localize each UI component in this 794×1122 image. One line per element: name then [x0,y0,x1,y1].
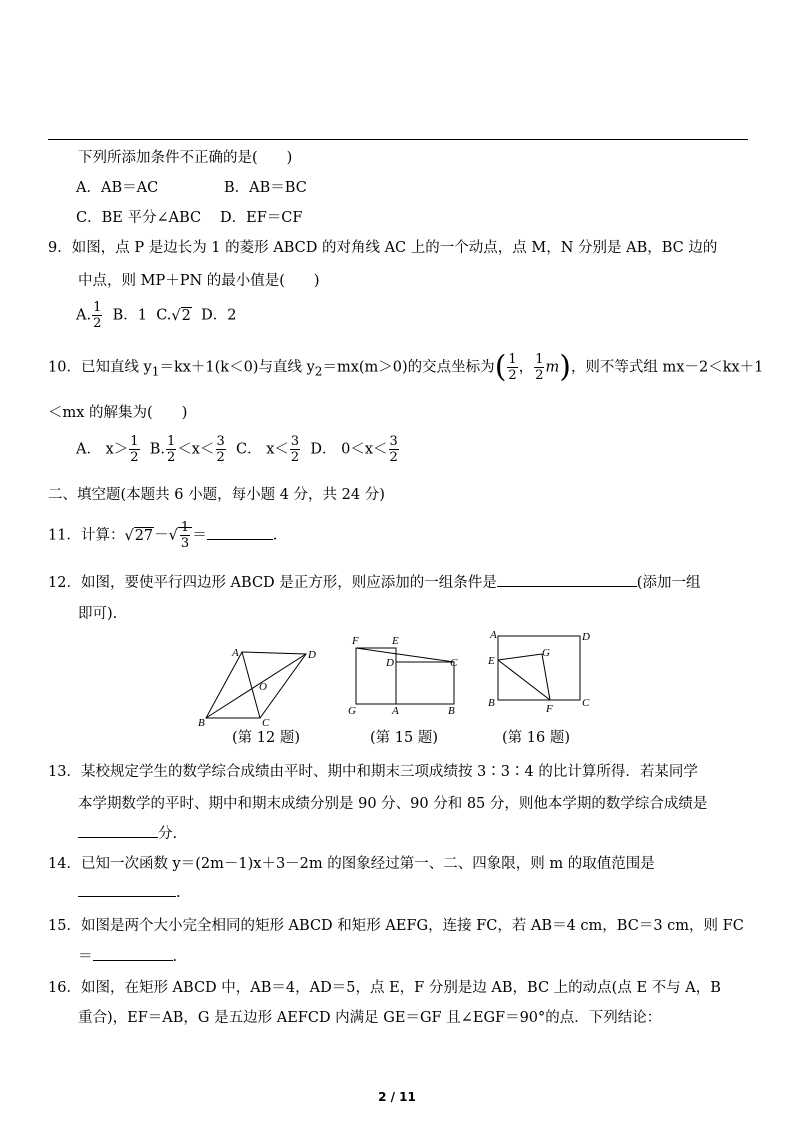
q16-line2: 重合)，EF＝AB，G 是五边形 AEFCD 内满足 GE＝GF 且∠EGF＝90°的点．下列结论： [78,1010,662,1026]
frac-num: 1 [508,352,517,367]
section-heading: 二、填空题(本题共 6 小题，每小题 4 分，共 24 分) [48,487,385,503]
q10-option-c-fraction [290,434,300,465]
q9-options [76,300,236,331]
fig16-label-g: G [542,647,550,659]
q12-line1 [48,571,700,592]
q10-text-a: 10．已知直线 y [48,359,152,376]
fig15-label-c: C [450,657,458,669]
q13-line2: 本学期数学的平时、期中和期末成绩分别是 90 分、90 分和 85 分，则他本学期的数学综合成绩是 [78,796,708,812]
q8-option-a: A．AB＝AC [76,180,159,196]
frac-num: 1 [130,434,139,449]
frac-num: 1 [93,300,102,315]
q9-option-c-sqrt: √2 [171,307,191,324]
fig15-label-a: A [392,705,399,717]
fig12-label-b: B [198,717,205,729]
q16-line1: 16．如图，在矩形 ABCD 中，AB＝4，AD＝5，点 E，F 分别是边 AB，BC 上的动点(点 E 不与 A，B [48,980,721,996]
q10-option-a-prefix: A． x＞ [76,441,129,458]
q13-line1: 13．某校规定学生的数学综合成绩由平时、期中和期末三项成绩按 3∶3∶4 的比计算所得．若某同学 [48,764,698,780]
q11 [48,520,277,551]
fig16-label-e: E [488,655,495,667]
q15-line2 [78,945,177,966]
frac-den: 2 [389,450,398,465]
fig12-label-c: C [262,717,270,729]
fig15-label-f: F [352,635,359,647]
frac-num: 3 [216,434,225,449]
figure-16 [486,630,596,730]
q12-line2: 即可). [78,606,118,622]
q12-text: 12．如图，要使平行四边形 ABCD 是正方形，则应添加的一组条件是 [48,575,497,591]
q13-end: 分. [158,826,178,842]
frac-num: 3 [290,434,300,449]
q14-line2 [78,882,181,901]
frac-den: 2 [216,450,225,465]
q11-sqrt-frac: √ $\frac{1}{3}$ [169,520,193,551]
fig12-label-a: A [232,647,239,659]
q11-prefix: 11．计算： [48,527,125,544]
fig16-label-d: D [582,631,590,643]
q10-options [76,434,400,465]
q10-option-d-fraction [389,434,399,465]
q11-fraction [180,520,190,551]
q9-option-a-prefix: A. [76,307,92,324]
q8-option-d: D．EF＝CF [220,210,303,226]
q9-line1: 9．如图，点 P 是边长为 1 的菱形 ABCD 的对角线 AC 上的一个动点，点 M，N 分别是 AB，BC 边的 [48,240,718,256]
figure-15 [346,632,476,732]
q14-line1: 14．已知一次函数 y＝(2m－1)x＋3－2m 的图象经过第一、二、四象限，则 m 的取值范围是 [48,856,655,872]
q10-line2: ＜mx 的解集为( ) [48,405,188,421]
q10-point-sep: ， [518,359,534,376]
frac-den: 2 [93,316,102,331]
q9-line2: 中点，则 MP＋PN 的最小值是( ) [78,273,320,289]
frac-den: 3 [180,536,190,551]
fig15-label-d: D [386,657,394,669]
q10-option-b-fraction2 [216,434,226,465]
q14-answer-blank[interactable] [78,882,176,897]
figure-12 [196,642,326,732]
q10-text-d: ，则不等式组 mx－2＜kx＋1 [570,359,764,376]
q10-option-b-fraction1 [166,434,176,465]
q10-line1: 10．已知直线 $y_1=kx+1(k<0)$与直线 $y_2=mx(m>0)$的交点坐标为( $\frac{1}{2}$ ， $\frac{1}{2}$ m)，则不等式组 mx－2＜kx＋1 [48,349,764,385]
q10-option-b-prefix: B. [149,441,166,458]
fig16-label-f: F [546,703,553,715]
fig12-label-o: O [259,681,267,693]
q10-point-var: m [545,359,560,376]
frac-den: 2 [535,368,544,383]
fig12-caption: (第 12 题) [232,730,300,746]
q15-answer-blank[interactable] [93,946,173,961]
q10-option-a-fraction [129,434,139,465]
q8-option-b: B．AB＝BC [224,180,307,196]
sqrt-radicand: 2 [181,307,191,324]
q10-sub1: 1 [151,364,160,379]
figures-row [196,628,776,748]
fig12-label-d: D [308,649,316,661]
fig16-caption: (第 16 题) [502,730,570,746]
fig16-label-a: A [490,630,497,641]
q8-option-c: C．BE 平分∠ABC [76,210,202,226]
fig15-label-b: B [448,705,455,717]
fig15-label-e: E [392,635,399,647]
q8-stem: 下列所添加条件不正确的是( ) [78,150,293,166]
q13-answer-blank[interactable] [78,823,158,838]
q10-sub2: 2 [314,364,323,379]
frac-den: 2 [130,450,139,465]
q12-text-end: (添加一组 [636,575,701,591]
q10-option-b-mid: ＜x＜ [177,441,215,458]
q10-point-y [534,352,544,383]
q10-point-x [507,352,517,383]
header-rule [48,139,748,140]
q10-option-c-prefix: C． x＜ [236,441,289,458]
q10-option-d-prefix: D． 0＜x＜ [310,441,388,458]
q11-equals: ＝ [192,527,207,544]
frac-num: 1 [535,352,544,367]
fig15-label-g: G [348,705,356,717]
q11-sqrt27: √27 [124,527,154,544]
q9-option-c-prefix: C. [156,307,172,324]
q10-text-c: ＝mx(m＞0)的交点坐标为 [322,359,495,376]
sqrt-radicand: 27 [134,527,154,544]
fig16-label-b: B [488,697,495,709]
fig15-caption: (第 15 题) [370,730,438,746]
q10-text-b: ＝kx＋1(k＜0)与直线 y [159,359,315,376]
q15-end: . [172,949,178,965]
frac-num: 3 [389,434,398,449]
q13-line3 [78,822,177,843]
q15-start: ＝ [78,949,93,965]
fig16-label-c: C [582,697,590,709]
q9-option-d: D．2 [201,307,237,324]
frac-den: 2 [508,368,517,383]
q11-answer-blank[interactable] [207,525,273,540]
q9-option-b: B．1 [112,307,147,324]
frac-den: 2 [167,450,176,465]
q12-answer-blank[interactable] [497,572,637,587]
q11-minus: － [154,527,169,544]
q14-end: . [176,885,181,901]
q11-end: . [272,527,278,544]
q15-line1: 15．如图是两个大小完全相同的矩形 ABCD 和矩形 AEFG，连接 FC，若 AB＝4 cm，BC＝3 cm，则 FC [48,918,744,934]
frac-num: 1 [167,434,176,449]
frac-num: 1 [180,520,190,535]
frac-den: 2 [290,450,300,465]
page-number: 2 / 11 [378,1090,416,1104]
q9-option-a-fraction [92,300,102,331]
